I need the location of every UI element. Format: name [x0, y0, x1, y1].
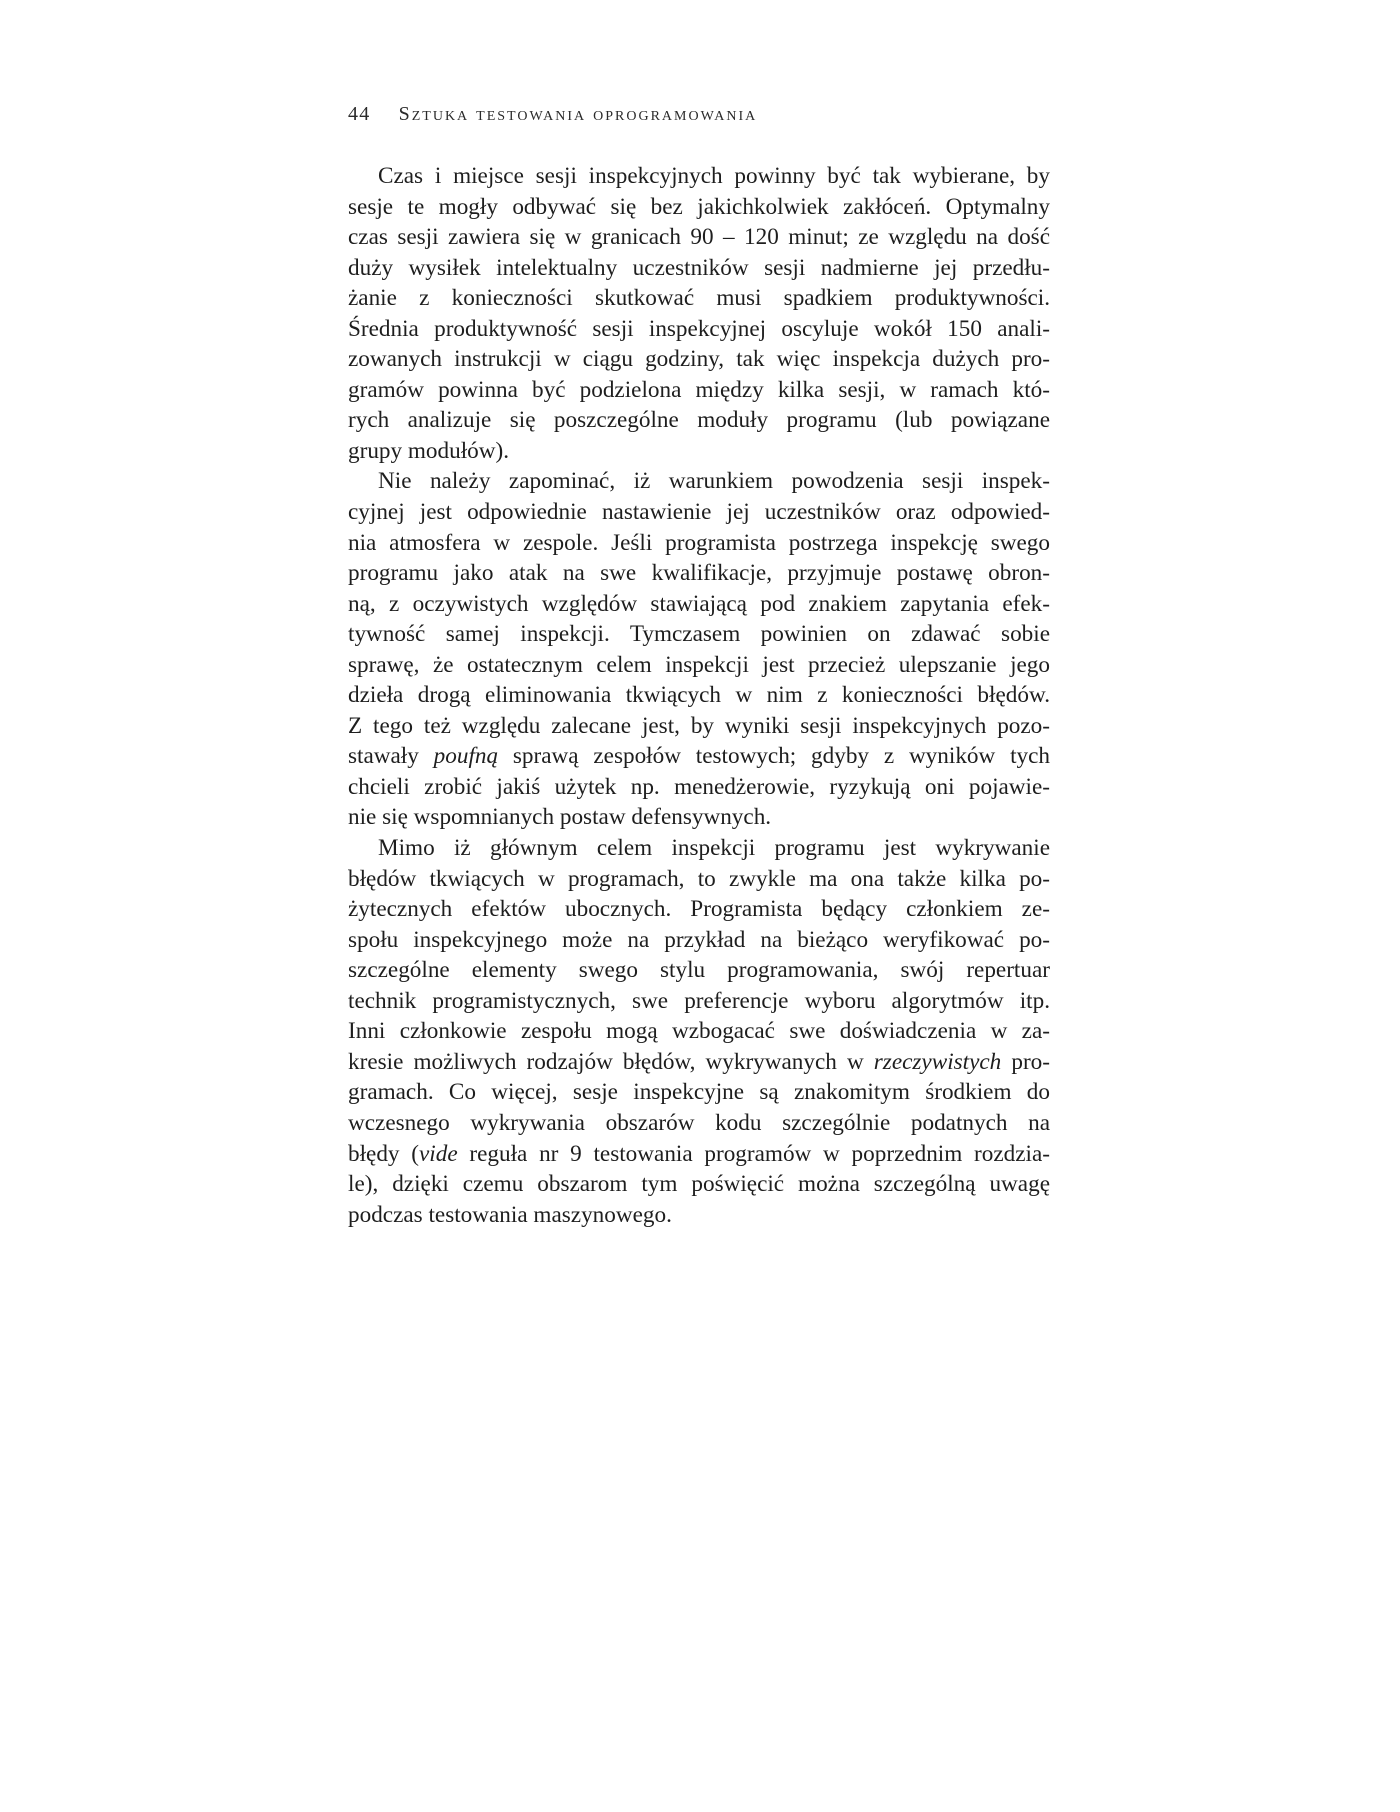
text-line [348, 925, 1050, 956]
text-line [348, 772, 1050, 803]
text-line [348, 864, 1050, 895]
text-line [348, 161, 1050, 192]
body-text [348, 161, 1050, 1230]
text-segment: gramów powinna być podzielona między kilka sesji, w ramach któ- [348, 376, 1050, 403]
text-segment: czas sesji zawiera się w granicach 90 – 120 minut; ze względu na dość [348, 224, 1050, 251]
text-line [348, 894, 1050, 925]
text-segment: podczas testowania maszynowego. [348, 1201, 672, 1228]
text-line [348, 344, 1050, 375]
text-line [348, 558, 1050, 589]
text-segment: nie się wspomnianych postaw defensywnych. [348, 804, 772, 831]
text-line [348, 405, 1050, 436]
text-segment: tywność samej inspekcji. Tymczasem powinien on zdawać sobie [348, 621, 1050, 648]
text-line [348, 711, 1050, 742]
page-number: 44 [348, 103, 371, 125]
text-line [348, 1200, 1050, 1231]
text-segment: pro- [1001, 1048, 1050, 1075]
text-segment: społu inspekcyjnego może na przykład na bieżąco weryfikować po- [348, 926, 1050, 953]
text-segment: szczególne elementy swego stylu programowania, swój repertuar [348, 957, 1050, 984]
italic-term: vide [419, 1140, 458, 1167]
text-segment: błędy ( [348, 1140, 419, 1167]
text-line [348, 436, 1050, 467]
text-line [348, 1016, 1050, 1047]
text-line [348, 1108, 1050, 1139]
text-segment: Mimo iż głównym celem inspekcji programu jest wykrywanie [378, 835, 1050, 862]
text-line [348, 497, 1050, 528]
text-line [348, 192, 1050, 223]
text-line [348, 283, 1050, 314]
text-segment: dzieła drogą eliminowania tkwiących w nim z konieczności błędów. [348, 682, 1050, 709]
text-segment: nia atmosfera w zespole. Jeśli programista postrzega inspekcję swego [348, 529, 1050, 556]
text-segment: żytecznych efektów ubocznych. Programista będący członkiem ze- [348, 896, 1050, 923]
text-line [348, 1139, 1050, 1170]
text-line [348, 741, 1050, 772]
running-head [348, 103, 757, 126]
text-segment: błędów tkwiących w programach, to zwykle ma ona także kilka po- [348, 865, 1050, 892]
text-segment: ną, z oczywistych względów stawiającą pod znakiem zapytania efek- [348, 590, 1050, 617]
text-segment: zowanych instrukcji w ciągu godziny, tak więc inspekcja dużych pro- [348, 346, 1050, 373]
text-line [348, 1047, 1050, 1078]
text-segment: Czas i miejsce sesji inspekcyjnych powinny być tak wybierane, by [378, 163, 1050, 189]
text-segment: sprawę, że ostatecznym celem inspekcji jest przecież ulepszanie jego [348, 651, 1050, 678]
text-line [348, 833, 1050, 864]
text-segment: programu jako atak na swe kwalifikacje, przyjmuje postawę obron- [348, 560, 1050, 587]
text-segment: grupy modułów). [348, 437, 510, 464]
text-segment: sprawą zespołów testowych; gdyby z wyników tych [498, 743, 1050, 770]
text-segment: Średnia produktywność sesji inspekcyjnej oscyluje wokół 150 anali- [348, 315, 1050, 342]
text-segment: gramach. Co więcej, sesje inspekcyjne są znakomitym środkiem do [348, 1079, 1050, 1106]
text-line [348, 253, 1050, 284]
text-segment: cyjnej jest odpowiednie nastawienie jej uczestników oraz odpowied- [348, 499, 1050, 526]
text-segment: żanie z konieczności skutkować musi spadkiem produktywności. [348, 285, 1050, 312]
text-line [348, 986, 1050, 1017]
text-segment: sesje te mogły odbywać się bez jakichkolwiek zakłóceń. Optymalny [348, 193, 1050, 220]
text-segment: technik programistycznych, swe preferencje wyboru algorytmów itp. [348, 987, 1050, 1014]
italic-term: rzeczywistych [873, 1048, 1002, 1075]
text-segment: duży wysiłek intelektualny uczestników sesji nadmierne jej przedłu- [348, 254, 1050, 281]
text-segment: reguła nr 9 testowania programów w poprzednim rozdzia- [457, 1140, 1050, 1167]
text-segment: Nie należy zapominać, iż warunkiem powodzenia sesji inspek- [378, 468, 1050, 495]
text-line [348, 1169, 1050, 1200]
text-segment: Z tego też względu zalecane jest, by wyniki sesji inspekcyjnych pozo- [348, 712, 1050, 739]
text-line [348, 375, 1050, 406]
text-line [348, 680, 1050, 711]
paragraph [348, 466, 1050, 833]
text-line [348, 589, 1050, 620]
text-line [348, 528, 1050, 559]
text-segment: le), dzięki czemu obszarom tym poświęcić można szczególną uwagę [348, 1171, 1050, 1198]
text-line [348, 222, 1050, 253]
text-segment: chcieli zrobić jakiś użytek np. menedżerowie, ryzykują oni pojawie- [348, 773, 1050, 800]
text-line [348, 955, 1050, 986]
book-title: Sztuka testowania oprogramowania [398, 103, 758, 125]
text-line [348, 619, 1050, 650]
text-line [348, 1077, 1050, 1108]
text-segment: rych analizuje się poszczególne moduły programu (lub powiązane [348, 407, 1050, 434]
text-segment: Inni członkowie zespołu mogą wzbogacać swe doświadczenia w za- [348, 1018, 1050, 1045]
text-segment: kresie możliwych rodzajów błędów, wykrywanych w [348, 1048, 874, 1075]
text-segment: wczesnego wykrywania obszarów kodu szczególnie podatnych na [348, 1109, 1050, 1136]
italic-term: poufną [433, 743, 499, 770]
text-line [348, 466, 1050, 497]
text-segment: stawały [348, 743, 434, 770]
paragraph [348, 161, 1050, 466]
text-line [348, 650, 1050, 681]
text-line [348, 314, 1050, 345]
text-line [348, 802, 1050, 833]
paragraph [348, 833, 1050, 1230]
